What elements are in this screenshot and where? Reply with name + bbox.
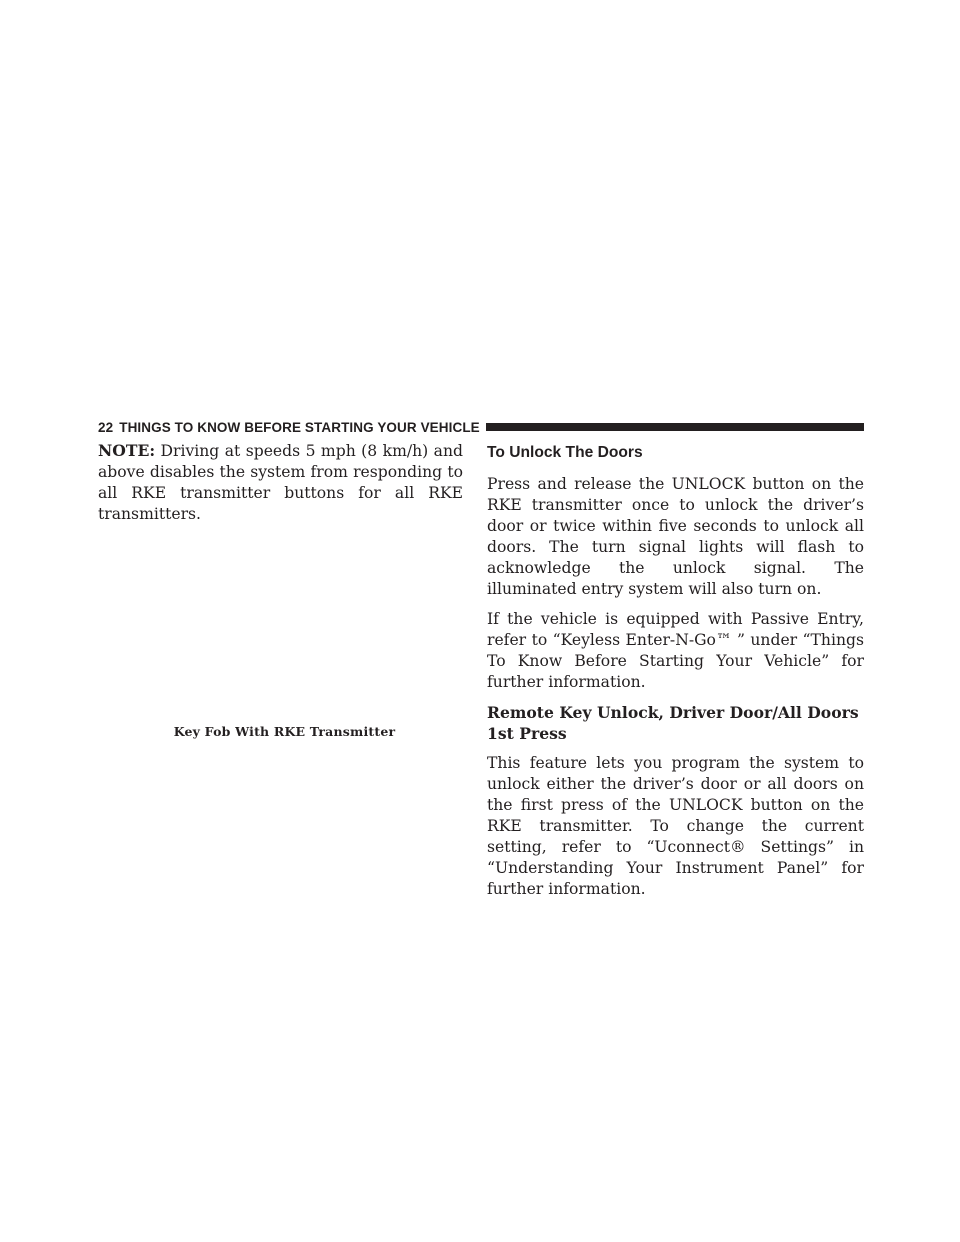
header-rule (486, 423, 864, 431)
figure-placeholder (98, 512, 463, 718)
right-column (487, 440, 864, 900)
page-number: 22 (98, 419, 114, 435)
header-section-title: THINGS TO KNOW BEFORE STARTING YOUR VEHICLE (119, 419, 480, 435)
section-heading: To Unlock The Doors (487, 444, 643, 461)
note-text: Driving at speeds 5 mph (8 km/h) and above disables the system from responding to all RKE transmitter buttons for all RKE transmitters. (98, 442, 463, 523)
body-paragraph: If the vehicle is equipped with Passive Entry, refer to “Keyless Enter-N-Go™ ” under “Things To Know Before Starting Your Vehicle” for further information. (487, 610, 864, 691)
page-header (98, 416, 864, 438)
note-label: NOTE: (98, 441, 156, 460)
body-paragraph: This feature lets you program the system to unlock either the driver’s door or all doors on the first press of the UNLOCK button on the RKE transmitter. To change the current setting, refer to “Uconnect® Settings” in “Understanding Your Instrument Panel” for further information. (487, 754, 864, 898)
figure-caption: Key Fob With RKE Transmitter (173, 724, 396, 739)
body-paragraph: Press and release the UNLOCK button on the RKE transmitter once to unlock the driver’s door or twice within five seconds to unlock all doors. The turn signal lights will flash to acknowledge the unlock signal. The illuminated entry system will also turn on. (487, 475, 864, 598)
sub-heading: Remote Key Unlock, Driver Door/All Doors 1st Press (487, 703, 859, 743)
running-header (98, 420, 480, 435)
